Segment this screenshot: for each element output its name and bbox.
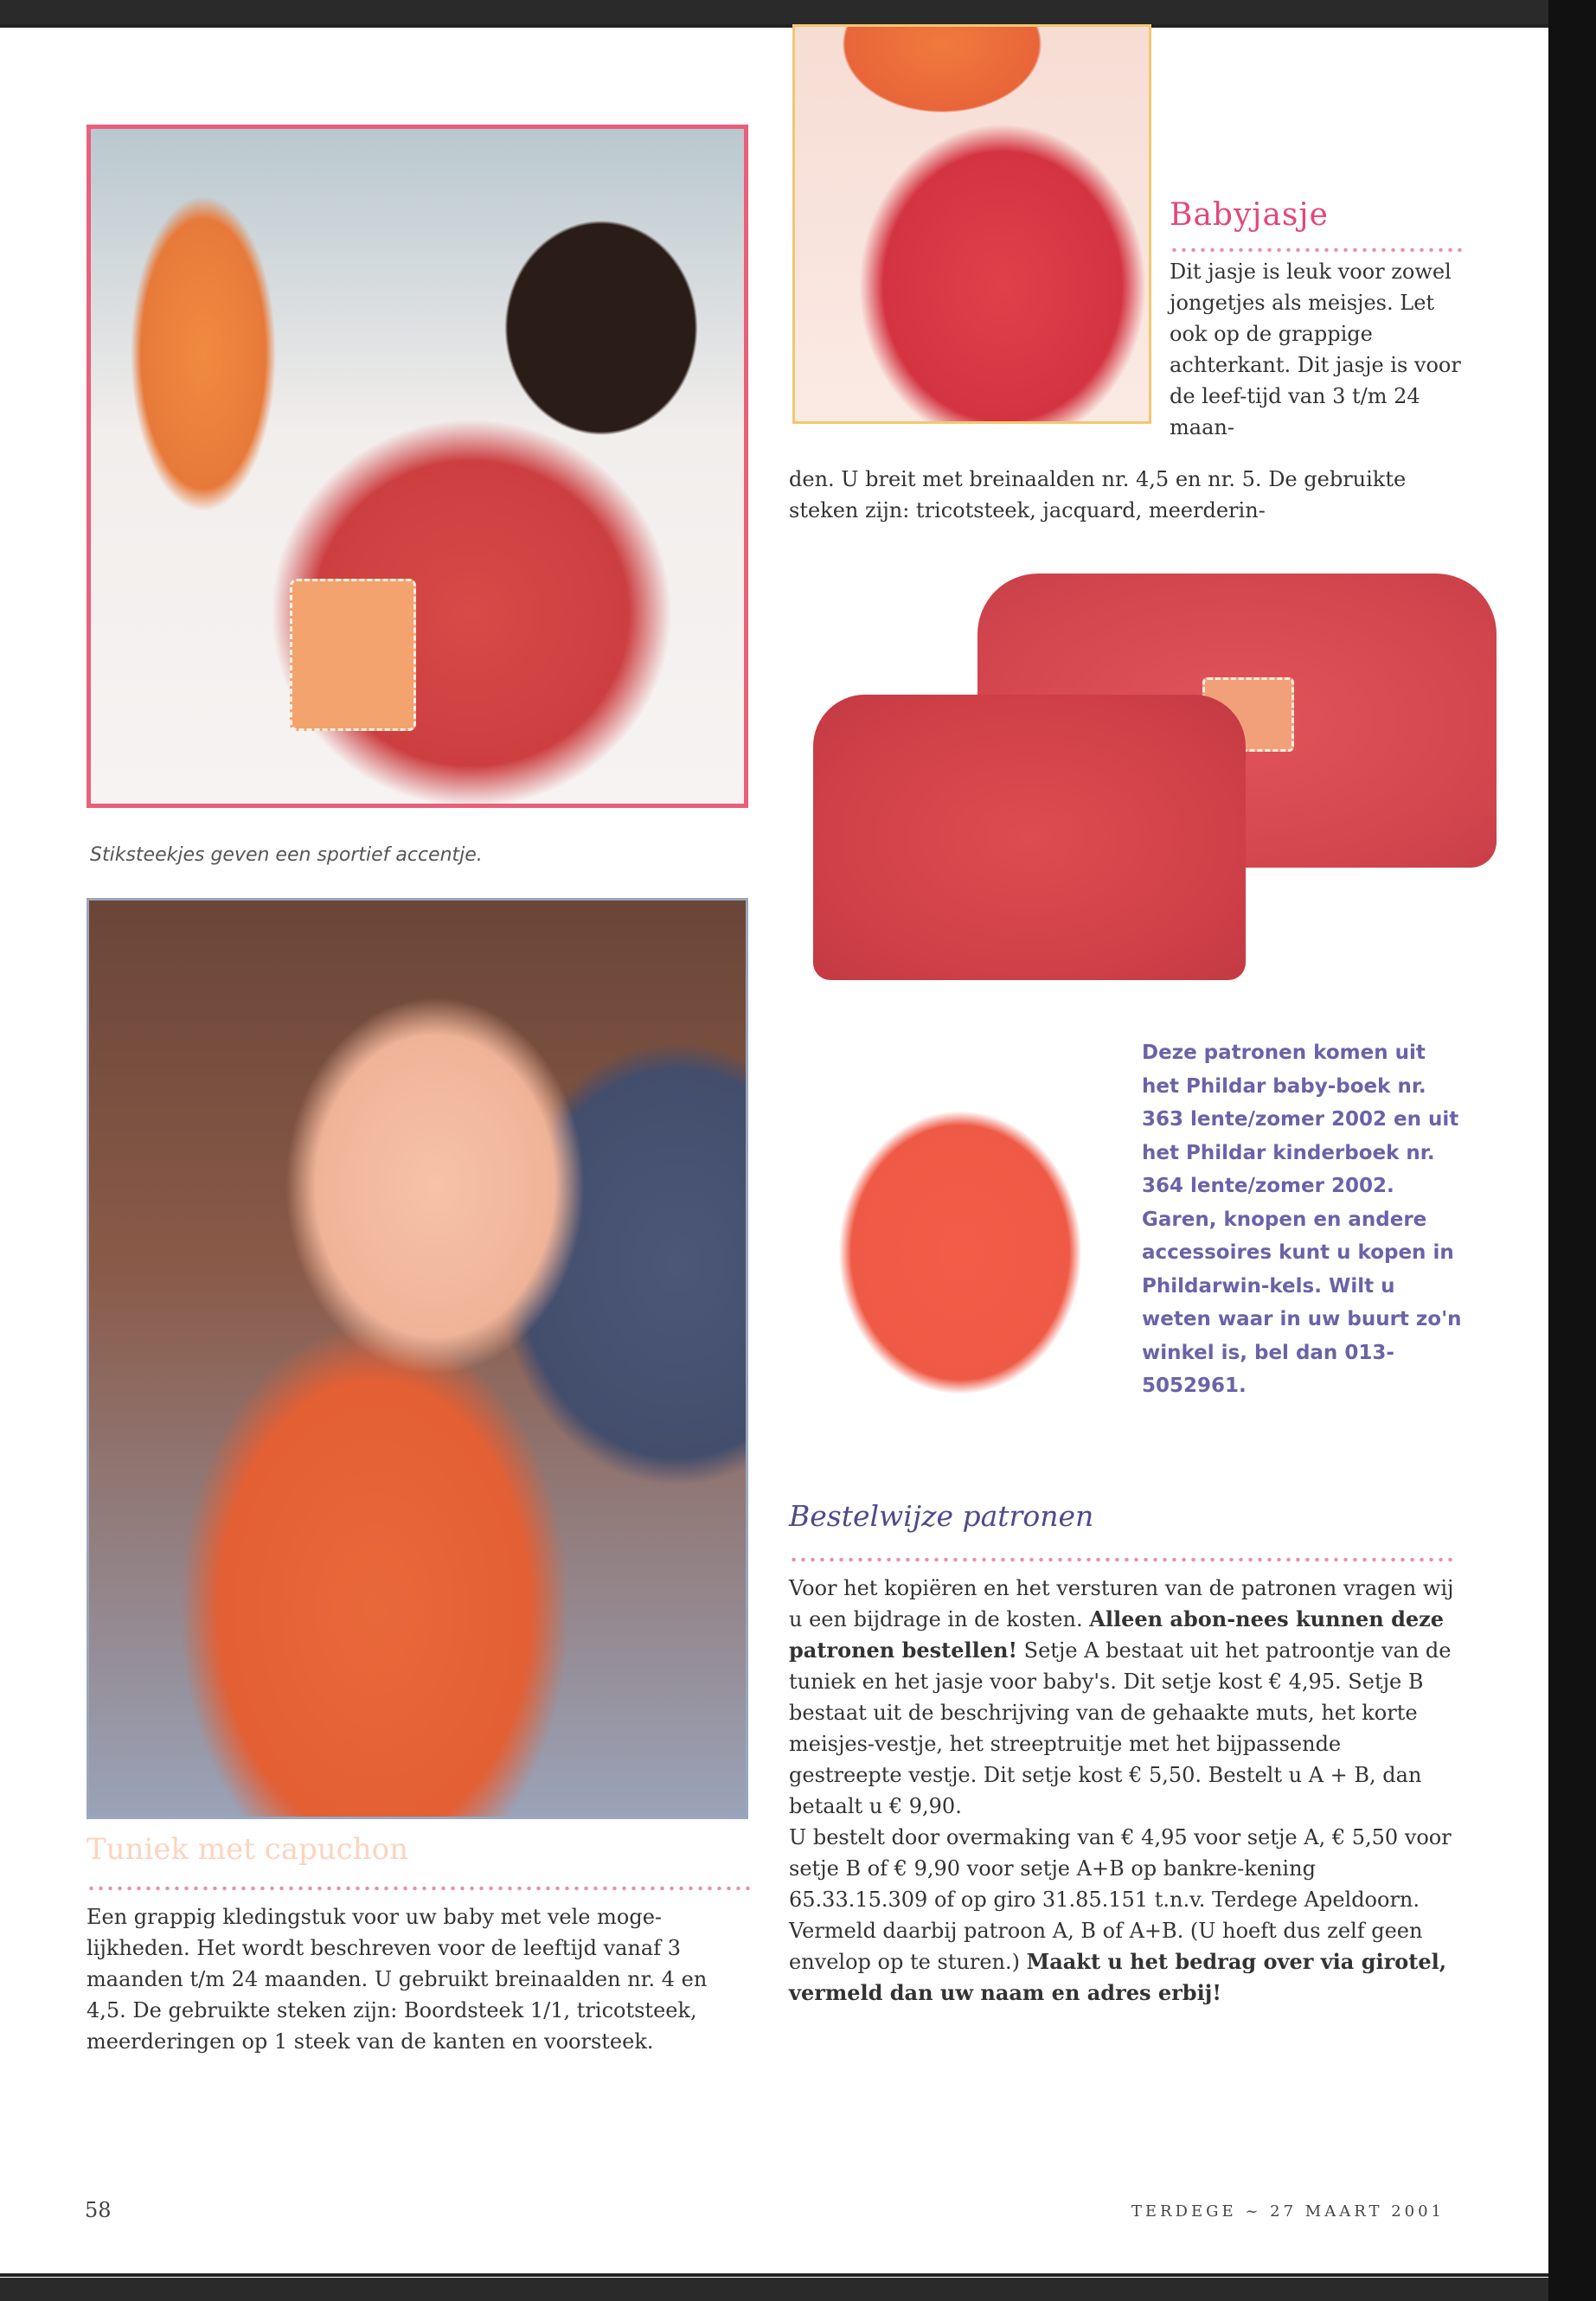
photo-fill	[804, 1062, 1112, 1421]
photo-fill	[89, 901, 746, 1817]
top-rule	[0, 24, 1548, 28]
bestelwijze-paragraph-2	[789, 1822, 1455, 2009]
photo-fill	[91, 129, 744, 804]
page-spine-edge	[1548, 0, 1596, 2301]
babyjasje-title: Babyjasje	[1170, 197, 1329, 233]
phildar-info: Deze patronen komen uit het Phildar baby-boek nr. 363 lente/zomer 2002 en uit het Phildar kinderboek nr. 364 lente/zomer 2002. Garen, knopen en andere accessoires kunt u kopen in Phildarwin-kels. Wilt u weten waar in uw buurt zo'n winkel is, bel dan 013-5052961.	[1142, 1042, 1462, 1397]
photo-baby-back-hood	[87, 125, 748, 808]
magazine-footer: TERDEGE ~ 27 MAART 2001	[1131, 2202, 1445, 2221]
photo-fill	[795, 27, 1149, 421]
text-span: U bestelt door overmaking van € 4,95 voor setje A, € 5,50 voor setje B of € 9,90 voor setje A+B op bankre-kening 65.33.15.309 of op giro 31.85.151 t.n.v. Terdege Apeldoorn. Vermeld daarbij patroon A, B of A+B. (U hoeft dus zelf geen envelop op te sturen.)	[789, 1825, 1452, 1974]
babyjasje-text-part2: den. U breit met breinaalden nr. 4,5 en nr. 5. De gebruikte steken zijn: tricotsteek, jacquard, meerderin-	[789, 467, 1407, 522]
jacket-front-image	[813, 695, 1246, 980]
photo-tunic-product	[804, 1062, 1112, 1421]
photo-caption: Stiksteekjes geven een sportief accentje.	[90, 844, 483, 866]
photo-baby-tunic	[87, 898, 748, 1819]
bestelwijze-title: Bestelwijze patronen	[789, 1499, 1094, 1533]
text-span: Setje A bestaat uit het patroontje van de tuniek en het jasje voor baby's. Dit setje kost € 4,95. Setje B bestaat uit de beschrijving van de gehaakte muts, het korte meisjes-vestje, het streeptruitje met het bijpassende gestreepte vestje. Dit setje kost € 5,50. Bestelt u A + B, dan betaalt u € 9,90.	[789, 1638, 1452, 1818]
bear-patch-image	[290, 579, 416, 731]
bestelwijze-text	[789, 1573, 1455, 2009]
dotted-divider	[1170, 247, 1464, 253]
page-number: 58	[85, 2198, 112, 2222]
bold-span: Maakt u het bedrag over via girotel, vermeld dan uw naam en adres erbij!	[789, 1949, 1447, 2005]
bold-span: Alleen abon-nees kunnen deze patronen bestellen!	[789, 1606, 1445, 1663]
bestelwijze-paragraph-1	[789, 1573, 1455, 1822]
photo-jackets-product	[804, 556, 1522, 989]
magazine-page	[0, 24, 1548, 2278]
dotted-divider	[87, 1886, 753, 1891]
babyjasje-text-part1: Dit jasje is leuk voor zowel jongetjes als meisjes. Let ook op de grappige achterkant. Dit jasje is voor de leef-tijd van 3 t/m 24 maan-	[1170, 260, 1461, 439]
tuniek-title: Tuniek met capuchon	[87, 1832, 408, 1867]
text-span: Voor het kopiëren en het versturen van de patronen vragen wij u een bijdrage in de kosten.	[789, 1576, 1454, 1631]
bottom-rule	[0, 2273, 1548, 2277]
tuniek-text: Een grappig kledingstuk voor uw baby met vele moge-lijkheden. Het wordt beschreven voor de leeftijd vanaf 3 maanden t/m 24 maanden. U gebruikt breinaalden nr. 4 en 4,5. De gebruikte steken zijn: Boordsteek 1/1, tricotsteek, meerderingen op 1 steek van de kanten en voorsteek.	[87, 1905, 708, 2054]
photo-baby-jacket	[792, 24, 1151, 424]
dotted-divider	[789, 1557, 1455, 1562]
